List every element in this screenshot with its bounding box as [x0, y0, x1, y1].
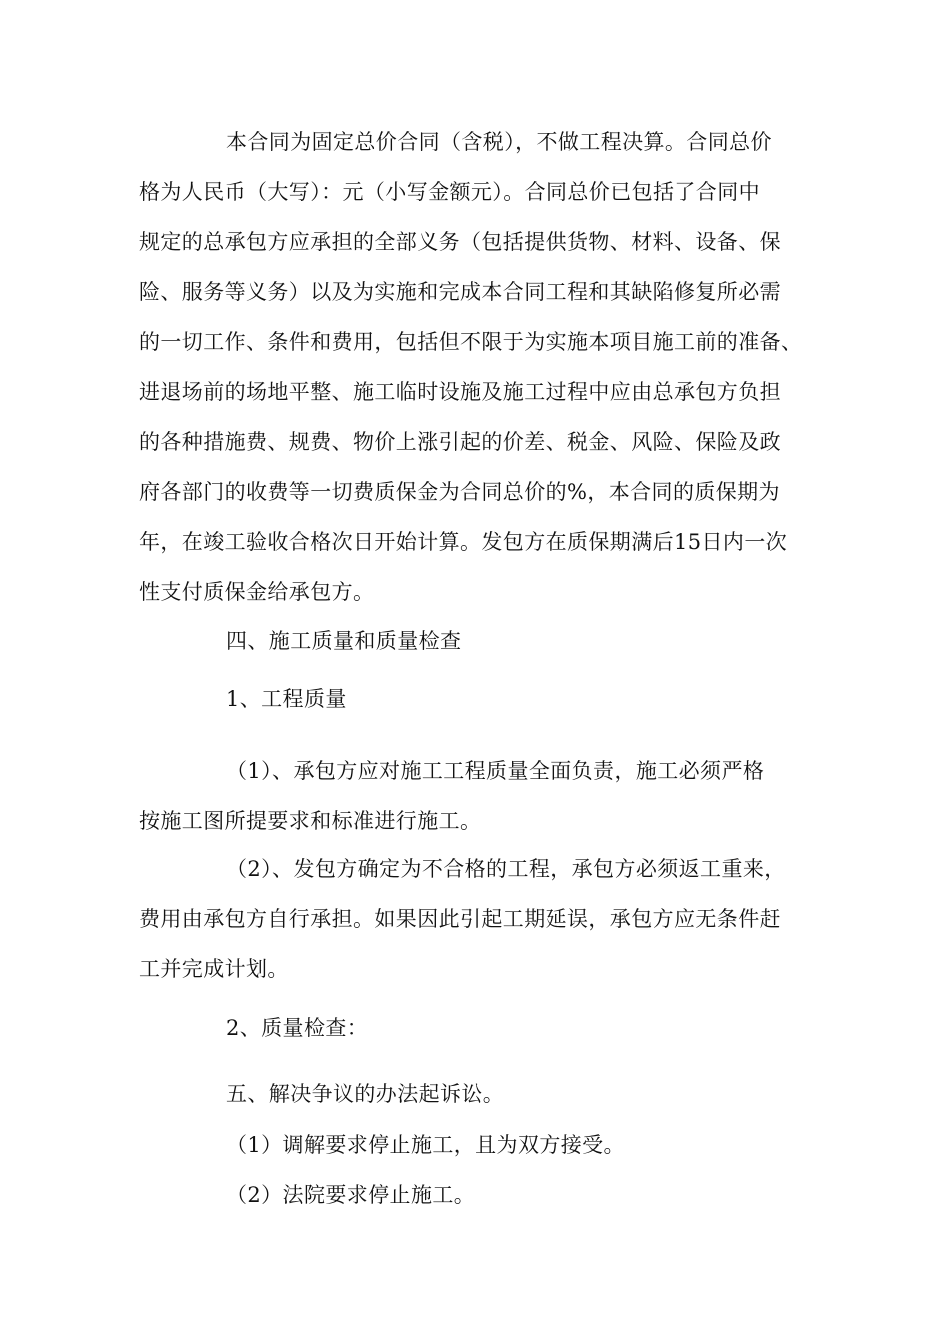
paragraph-line: 年，在竣工验收合格次日开始计算。发包方在质保期满后15日内一次	[139, 530, 788, 554]
paragraph-line: 工并完成计划。	[139, 957, 289, 981]
paragraph-line: 进退场前的场地平整、施工临时设施及施工过程中应由总承包方负担	[139, 380, 781, 404]
dispute-item-mediation: （1）调解要求停止施工，且为双方接受。	[226, 1133, 625, 1157]
paragraph-line: 险、服务等义务）以及为实施和完成本合同工程和其缺陷修复所必需	[139, 280, 781, 304]
dispute-item-court: （2）法院要求停止施工。	[226, 1183, 476, 1207]
paragraph-line: 性支付质保金给承包方。	[139, 580, 375, 604]
subsection-heading-quality-inspection: 2、质量检查：	[226, 1016, 369, 1040]
paragraph-line: （1）、承包方应对施工工程质量全面负责，施工必须严格	[226, 759, 765, 783]
paragraph-line: 府各部门的收费等一切费质保金为合同总价的%，本合同的质保期为	[139, 480, 780, 504]
paragraph-line: （2）、发包方确定为不合格的工程，承包方必须返工重来，	[226, 857, 786, 881]
subsection-heading-engineering-quality: 1、工程质量	[226, 687, 347, 711]
paragraph-line: 的各种措施费、规费、物价上涨引起的价差、税金、风险、保险及政	[139, 430, 781, 454]
paragraph-line: 格为人民币（大写）：元（小写金额元）。合同总价已包括了合同中	[139, 180, 760, 204]
section-heading-quality: 四、施工质量和质量检查	[226, 629, 462, 653]
paragraph-line: 的一切工作、条件和费用，包括但不限于为实施本项目施工前的准备、	[139, 330, 803, 354]
paragraph-line: 费用由承包方自行承担。如果因此引起工期延误，承包方应无条件赶	[139, 907, 781, 931]
paragraph-line: 本合同为固定总价合同（含税），不做工程决算。合同总价	[226, 130, 772, 154]
paragraph-line: 规定的总承包方应承担的全部义务（包括提供货物、材料、设备、保	[139, 230, 781, 254]
section-heading-dispute: 五、解决争议的办法起诉讼。	[226, 1082, 505, 1106]
paragraph-line: 按施工图所提要求和标准进行施工。	[139, 809, 482, 833]
